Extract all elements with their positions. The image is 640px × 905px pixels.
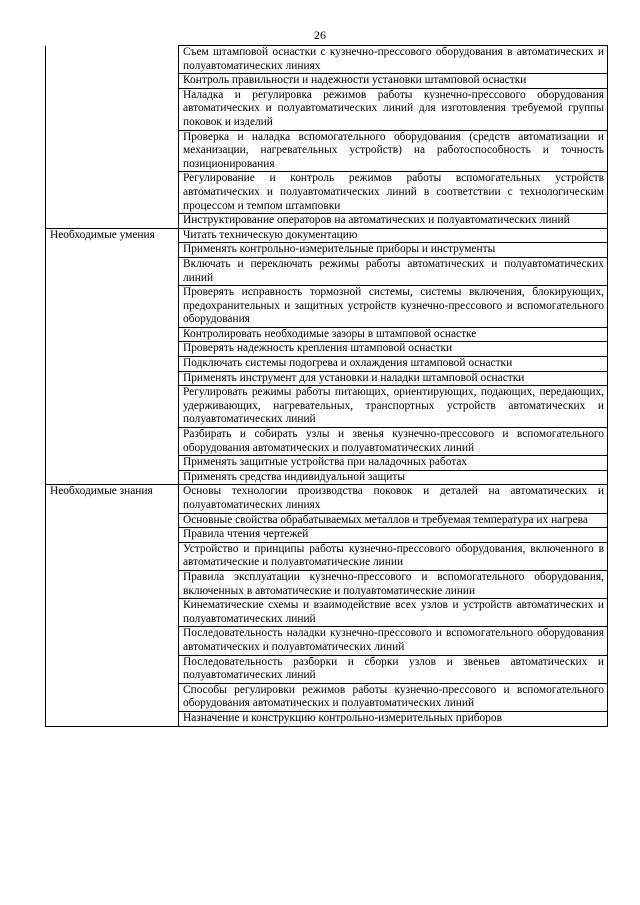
table-cell-text: Устройство и принципы работы кузнечно-прессового оборудования, включенного в автоматические и полуавтоматические линии [179, 542, 608, 570]
table-cell-text: Способы регулировки режимов работы кузнечно-прессового и вспомогательного оборудования автоматических и полуавтоматических линий [179, 683, 608, 711]
table-row [46, 485, 608, 513]
table-cell-text: Основы технологии производства поковок и деталей на автоматических и полуавтоматических линиях [179, 485, 608, 513]
table-cell-text: Разбирать и собирать узлы и звенья кузнечно-прессового и вспомогательного оборудования автоматических и полуавтоматических линий [179, 428, 608, 456]
table-cell-text: Контролировать необходимые зазоры в штамповой оснастке [179, 327, 608, 342]
table-cell-text: Применять контрольно-измерительные приборы и инструменты [179, 243, 608, 258]
table-cell-text: Проверять исправность тормозной системы, системы включения, блокирующих, предохранительных и защитных устройств кузнечно-прессового и вспомогательного оборудования [179, 286, 608, 328]
table-cell-text: Регулировать режимы работы питающих, ориентирующих, подающих, передающих, удерживающих, нагревательных, транспортных устройств автоматических и полуавтоматических линий [179, 386, 608, 428]
table-cell-text: Применять инструмент для установки и наладки штамповой оснастки [179, 371, 608, 386]
table-cell-text: Контроль правильности и надежности установки штамповой оснастки [179, 74, 608, 89]
table-cell-text: Инструктирование операторов на автоматических и полуавтоматических линий [179, 214, 608, 229]
knowledge-label: Необходимые знания [46, 485, 179, 726]
table-cell-text: Читать техническую документацию [179, 228, 608, 243]
table-cell-text: Кинематические схемы и взаимодействие всех узлов и устройств автоматических и полуавтоматических линий [179, 599, 608, 627]
table-cell-text: Последовательность разборки и сборки узлов и звеньев автоматических и полуавтоматических линий [179, 655, 608, 683]
page-number: 26 [314, 28, 326, 42]
table-cell-text: Последовательность наладки кузнечно-прессового и вспомогательного оборудования автоматических и полуавтоматических линий [179, 627, 608, 655]
table-cell-text: Наладка и регулировка режимов работы кузнечно-прессового оборудования автоматических и полуавтоматических линий для изготовления требуемой группы поковок и изделий [179, 88, 608, 130]
table-row [46, 46, 608, 74]
table-cell-text: Правила чтения чертежей [179, 528, 608, 543]
table-cell-text: Подключать системы подогрева и охлаждения штамповой оснастки [179, 357, 608, 372]
table-cell-text: Применять защитные устройства при наладочных работах [179, 456, 608, 471]
table-row [46, 228, 608, 243]
table-cell-text: Регулирование и контроль режимов работы вспомогательных устройств автоматических и полуавтоматических линий в соответствии с технологическим процессом и темпом штамповки [179, 172, 608, 214]
skills-label: Необходимые умения [46, 228, 179, 485]
requirements-table [45, 45, 608, 727]
table-cell-text: Правила эксплуатации кузнечно-прессового и вспомогательного оборудования, включенных в автоматические и полуавтоматические линии [179, 570, 608, 598]
table-cell-text: Назначение и конструкцию контрольно-измерительных приборов [179, 711, 608, 726]
table-cell-text: Съем штамповой оснастки с кузнечно-прессового оборудования в автоматических и полуавтоматических линиях [179, 46, 608, 74]
table-cell-text: Применять средства индивидуальной защиты [179, 470, 608, 485]
table-cell-text: Основные свойства обрабатываемых металлов и требуемая температура их нагрева [179, 513, 608, 528]
table-cell-text: Включать и переключать режимы работы автоматических и полуавтоматических линий [179, 257, 608, 285]
table-cell-text: Проверять надежность крепления штамповой оснастки [179, 342, 608, 357]
table-cell-text: Проверка и наладка вспомогательного оборудования (средств автоматизации и механизации, нагревательных устройств) на работоспособность и точность позиционирования [179, 130, 608, 172]
section-label-cell-continued [46, 46, 179, 229]
